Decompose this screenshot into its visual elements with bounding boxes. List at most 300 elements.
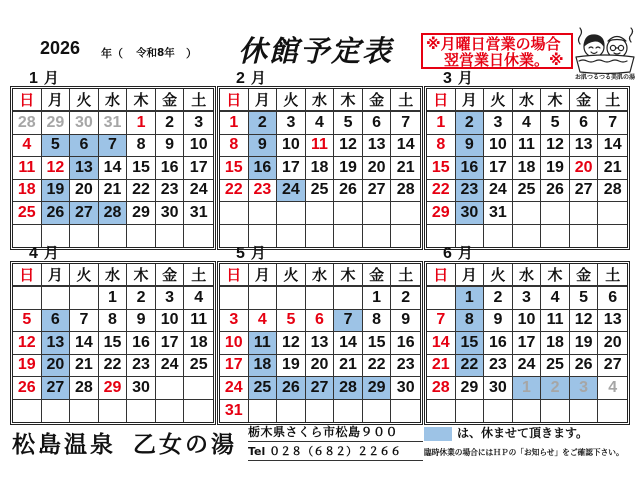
day-cell: 20 [598, 332, 627, 355]
weekday-header: 月 [42, 264, 71, 287]
empty-day-cell [570, 225, 599, 248]
closed-day-cell: 7 [99, 135, 128, 158]
closed-day-cell: 3 [570, 377, 599, 400]
day-cell: 31 [220, 400, 249, 423]
empty-day-cell [334, 202, 363, 225]
weekday-header: 金 [363, 89, 392, 112]
weekday-header: 木 [334, 264, 363, 287]
closed-day-cell: 16 [249, 157, 278, 180]
closed-day-cell: 2 [456, 112, 485, 135]
day-cell: 22 [363, 355, 392, 378]
empty-day-cell [391, 202, 420, 225]
weekday-header: 金 [156, 89, 185, 112]
weekday-header: 日 [13, 264, 42, 287]
day-cell: 13 [363, 135, 392, 158]
weekday-header: 水 [99, 264, 128, 287]
day-cell: 9 [484, 310, 513, 333]
day-cell: 20 [570, 157, 599, 180]
empty-day-cell [306, 202, 335, 225]
day-cell: 22 [99, 355, 128, 378]
day-cell: 23 [127, 355, 156, 378]
day-cell: 5 [570, 287, 599, 310]
day-cell: 24 [484, 180, 513, 203]
weekday-header: 木 [127, 264, 156, 287]
month-unit: 月 [457, 69, 473, 87]
empty-day-cell [156, 400, 185, 423]
day-cell: 3 [184, 112, 213, 135]
day-cell: 14 [334, 332, 363, 355]
day-cell: 20 [70, 180, 99, 203]
closed-day-cell: 26 [42, 202, 71, 225]
day-cell: 30 [156, 202, 185, 225]
empty-day-cell [306, 225, 335, 248]
closed-day-cell: 22 [456, 355, 485, 378]
day-cell: 24 [220, 377, 249, 400]
day-cell: 15 [363, 332, 392, 355]
empty-day-cell [127, 225, 156, 248]
day-cell: 12 [570, 310, 599, 333]
facility-address: 栃木県さくら市松島９００ [248, 425, 423, 442]
closed-day-cell: 11 [249, 332, 278, 355]
day-cell: 10 [484, 135, 513, 158]
empty-day-cell [99, 225, 128, 248]
weekday-header: 火 [70, 264, 99, 287]
day-cell: 4 [249, 310, 278, 333]
weekday-header: 土 [598, 89, 627, 112]
month-calendar-june [424, 244, 630, 425]
day-cell: 28 [13, 112, 42, 135]
day-cell: 4 [306, 112, 335, 135]
month-calendar-february [217, 69, 423, 250]
day-cell: 28 [427, 377, 456, 400]
empty-day-cell [363, 225, 392, 248]
day-cell: 5 [541, 112, 570, 135]
empty-day-cell [570, 400, 599, 423]
closed-day-cell: 16 [456, 157, 485, 180]
facility-phone: Tel ０２８（６８２）２２６６ [248, 444, 423, 461]
closed-day-cell: 9 [456, 135, 485, 158]
closed-day-cell: 25 [249, 377, 278, 400]
closed-day-cell: 30 [456, 202, 485, 225]
empty-day-cell [277, 400, 306, 423]
empty-day-cell [391, 225, 420, 248]
day-cell: 4 [598, 377, 627, 400]
day-cell: 12 [541, 135, 570, 158]
month-calendar-may [217, 244, 423, 425]
closed-day-cell: 19 [42, 180, 71, 203]
weekday-header: 金 [363, 264, 392, 287]
weekday-header: 火 [277, 264, 306, 287]
day-cell: 5 [13, 310, 42, 333]
temporary-closure-note: 臨時休業の場合にはＨＰの「お知らせ」をご確認下さい。 [424, 448, 624, 457]
day-cell: 7 [598, 112, 627, 135]
day-cell: 18 [513, 157, 542, 180]
weekday-header: 月 [456, 89, 485, 112]
day-cell: 26 [541, 180, 570, 203]
day-cell: 17 [484, 157, 513, 180]
closed-day-cell: 28 [334, 377, 363, 400]
closed-day-cell: 13 [42, 332, 71, 355]
day-cell: 29 [99, 377, 128, 400]
weekday-header: 月 [249, 89, 278, 112]
empty-day-cell [277, 202, 306, 225]
weekday-header: 水 [99, 89, 128, 112]
day-cell: 2 [391, 287, 420, 310]
closed-day-cell: 15 [456, 332, 485, 355]
day-cell: 1 [363, 287, 392, 310]
closed-day-cell: 8 [456, 310, 485, 333]
day-cell: 25 [541, 355, 570, 378]
month-grid [427, 264, 627, 422]
day-cell: 23 [391, 355, 420, 378]
day-cell: 19 [570, 332, 599, 355]
closed-day-cell: 27 [70, 202, 99, 225]
closed-day-cell: 24 [277, 180, 306, 203]
day-cell: 20 [363, 157, 392, 180]
day-cell: 6 [570, 112, 599, 135]
day-cell: 15 [427, 157, 456, 180]
month-unit: 月 [43, 69, 59, 87]
day-cell: 22 [220, 180, 249, 203]
day-cell: 1 [220, 112, 249, 135]
empty-day-cell [306, 287, 335, 310]
bath-mascot-illustration [574, 24, 636, 74]
empty-day-cell [99, 400, 128, 423]
empty-day-cell [249, 202, 278, 225]
month-number: 1 [29, 70, 38, 87]
day-cell: 18 [541, 332, 570, 355]
empty-day-cell [13, 287, 42, 310]
year-suffix: 年（ [101, 47, 123, 60]
day-cell: 16 [391, 332, 420, 355]
day-cell: 18 [13, 180, 42, 203]
closed-day-cell: 28 [99, 202, 128, 225]
day-cell: 18 [306, 157, 335, 180]
day-cell: 11 [306, 135, 335, 158]
empty-day-cell [391, 400, 420, 423]
day-cell: 25 [13, 202, 42, 225]
month-grid [427, 89, 627, 247]
day-cell: 16 [127, 332, 156, 355]
empty-day-cell [334, 287, 363, 310]
month-number: 6 [443, 245, 452, 262]
empty-day-cell [70, 400, 99, 423]
day-cell: 30 [484, 377, 513, 400]
day-cell: 1 [99, 287, 128, 310]
empty-day-cell [541, 202, 570, 225]
day-cell: 10 [184, 135, 213, 158]
month-unit: 月 [250, 244, 266, 262]
closed-day-cell: 26 [277, 377, 306, 400]
day-cell: 10 [156, 310, 185, 333]
day-cell: 24 [513, 355, 542, 378]
empty-day-cell [334, 400, 363, 423]
closed-day-cell: 27 [42, 377, 71, 400]
day-cell: 25 [306, 180, 335, 203]
day-cell: 16 [156, 157, 185, 180]
day-cell: 30 [391, 377, 420, 400]
empty-day-cell [513, 225, 542, 248]
day-cell: 21 [391, 157, 420, 180]
day-cell: 11 [184, 310, 213, 333]
day-cell: 21 [99, 180, 128, 203]
weekday-header: 木 [541, 89, 570, 112]
day-cell: 10 [220, 332, 249, 355]
day-cell: 12 [13, 332, 42, 355]
weekday-header: 日 [427, 89, 456, 112]
day-cell: 4 [513, 112, 542, 135]
day-cell: 31 [184, 202, 213, 225]
month-grid [220, 89, 420, 247]
day-cell: 13 [598, 310, 627, 333]
empty-day-cell [363, 202, 392, 225]
closed-day-cell: 13 [70, 157, 99, 180]
day-cell: 3 [277, 112, 306, 135]
day-cell: 27 [598, 355, 627, 378]
day-cell: 8 [220, 135, 249, 158]
empty-day-cell [277, 287, 306, 310]
day-cell: 3 [513, 287, 542, 310]
day-cell: 22 [427, 180, 456, 203]
empty-day-cell [306, 400, 335, 423]
weekday-header: 土 [391, 89, 420, 112]
weekday-header: 水 [513, 89, 542, 112]
month-label [236, 67, 266, 88]
empty-day-cell [427, 400, 456, 423]
weekday-header: 水 [513, 264, 542, 287]
year-number: 2026 [40, 38, 81, 58]
empty-day-cell [184, 377, 213, 400]
month-unit: 月 [457, 244, 473, 262]
weekday-header: 水 [306, 264, 335, 287]
day-cell: 24 [156, 355, 185, 378]
empty-day-cell [598, 202, 627, 225]
day-cell: 29 [427, 202, 456, 225]
day-cell: 3 [220, 310, 249, 333]
closed-day-cell: 1 [456, 287, 485, 310]
page-title: 休館予定表 [238, 34, 394, 68]
day-cell: 7 [427, 310, 456, 333]
month-unit: 月 [43, 244, 59, 262]
closed-day-cell: 18 [249, 355, 278, 378]
empty-day-cell [541, 225, 570, 248]
day-cell: 1 [427, 112, 456, 135]
mascot-caption: お肌つるつる美肌の湯 [575, 74, 635, 81]
weekday-header: 水 [306, 89, 335, 112]
month-label [443, 67, 473, 88]
day-cell: 26 [334, 180, 363, 203]
day-cell: 2 [484, 287, 513, 310]
day-cell: 21 [598, 157, 627, 180]
day-cell: 18 [184, 332, 213, 355]
empty-day-cell [220, 287, 249, 310]
empty-day-cell [42, 400, 71, 423]
day-cell: 8 [363, 310, 392, 333]
day-cell: 16 [484, 332, 513, 355]
day-cell: 17 [184, 157, 213, 180]
month-label [29, 242, 59, 263]
closed-day-cell: 7 [334, 310, 363, 333]
empty-day-cell [13, 400, 42, 423]
day-cell: 17 [277, 157, 306, 180]
day-cell: 15 [127, 157, 156, 180]
month-number: 2 [236, 70, 245, 87]
day-cell: 14 [99, 157, 128, 180]
day-cell: 26 [570, 355, 599, 378]
day-cell: 23 [249, 180, 278, 203]
month-unit: 月 [250, 69, 266, 87]
day-cell: 30 [70, 112, 99, 135]
day-cell: 10 [277, 135, 306, 158]
weekday-header: 金 [570, 89, 599, 112]
empty-day-cell [484, 225, 513, 248]
day-cell: 11 [541, 310, 570, 333]
closed-day-legend-swatch [424, 427, 452, 441]
closed-day-cell: 20 [42, 355, 71, 378]
day-cell: 28 [598, 180, 627, 203]
era-close-paren: ） [186, 47, 197, 60]
empty-day-cell [598, 400, 627, 423]
day-cell: 6 [598, 287, 627, 310]
day-cell: 20 [306, 355, 335, 378]
day-cell: 5 [334, 112, 363, 135]
weekday-header: 月 [42, 89, 71, 112]
day-cell: 15 [220, 157, 249, 180]
empty-day-cell [70, 225, 99, 248]
day-cell: 4 [541, 287, 570, 310]
day-cell: 7 [70, 310, 99, 333]
era-year: 令和8年 [136, 47, 175, 59]
day-cell: 14 [391, 135, 420, 158]
weekday-header: 火 [484, 89, 513, 112]
closed-day-cell: 6 [42, 310, 71, 333]
weekday-header: 土 [391, 264, 420, 287]
empty-day-cell [513, 202, 542, 225]
day-cell: 27 [570, 180, 599, 203]
closed-day-cell: 6 [70, 135, 99, 158]
month-calendar-april [10, 244, 216, 425]
day-cell: 23 [484, 355, 513, 378]
empty-day-cell [427, 287, 456, 310]
day-cell: 17 [156, 332, 185, 355]
month-label [236, 242, 266, 263]
weekday-header: 土 [598, 264, 627, 287]
day-cell: 11 [13, 157, 42, 180]
closed-day-cell: 9 [249, 135, 278, 158]
day-cell: 28 [70, 377, 99, 400]
facility-name: 松島温泉 乙女の湯 [12, 432, 238, 458]
month-grid [13, 89, 213, 247]
day-cell: 21 [70, 355, 99, 378]
day-cell: 6 [306, 310, 335, 333]
month-label [443, 242, 473, 263]
day-cell: 17 [513, 332, 542, 355]
closed-day-cell: 2 [249, 112, 278, 135]
closed-day-cell: 1 [513, 377, 542, 400]
day-cell: 26 [13, 377, 42, 400]
weekday-header: 木 [127, 89, 156, 112]
empty-day-cell [42, 287, 71, 310]
month-number: 4 [29, 245, 38, 262]
day-cell: 11 [513, 135, 542, 158]
day-cell: 19 [277, 355, 306, 378]
weekday-header: 日 [427, 264, 456, 287]
empty-day-cell [184, 400, 213, 423]
weekday-header: 木 [334, 89, 363, 112]
day-cell: 5 [277, 310, 306, 333]
day-cell: 25 [513, 180, 542, 203]
day-cell: 21 [334, 355, 363, 378]
day-cell: 12 [334, 135, 363, 158]
empty-day-cell [570, 202, 599, 225]
notice-line-2: 翌営業日休業。※ [444, 51, 564, 69]
day-cell: 19 [13, 355, 42, 378]
day-cell: 24 [184, 180, 213, 203]
day-cell: 2 [127, 287, 156, 310]
day-cell: 4 [184, 287, 213, 310]
empty-day-cell [249, 400, 278, 423]
month-number: 3 [443, 70, 452, 87]
month-grid [13, 264, 213, 422]
empty-day-cell [156, 225, 185, 248]
day-cell: 27 [363, 180, 392, 203]
empty-day-cell [598, 225, 627, 248]
weekday-header: 日 [13, 89, 42, 112]
month-grid [220, 264, 420, 422]
day-cell: 8 [127, 135, 156, 158]
monday-notice-box [421, 33, 573, 69]
closed-day-cell: 27 [306, 377, 335, 400]
empty-day-cell [220, 202, 249, 225]
day-cell: 7 [391, 112, 420, 135]
day-cell: 14 [598, 135, 627, 158]
day-cell: 29 [456, 377, 485, 400]
day-cell: 30 [127, 377, 156, 400]
weekday-header: 月 [249, 264, 278, 287]
empty-day-cell [334, 225, 363, 248]
day-cell: 22 [127, 180, 156, 203]
day-cell: 8 [99, 310, 128, 333]
closed-day-cell: 5 [42, 135, 71, 158]
weekday-header: 金 [570, 264, 599, 287]
day-cell: 13 [306, 332, 335, 355]
day-cell: 19 [334, 157, 363, 180]
day-cell: 10 [513, 310, 542, 333]
day-cell: 1 [127, 112, 156, 135]
day-cell: 31 [99, 112, 128, 135]
day-cell: 3 [484, 112, 513, 135]
day-cell: 14 [70, 332, 99, 355]
empty-day-cell [363, 400, 392, 423]
day-cell: 23 [156, 180, 185, 203]
weekday-header: 火 [70, 89, 99, 112]
day-cell: 3 [156, 287, 185, 310]
month-number: 5 [236, 245, 245, 262]
month-label [29, 67, 59, 88]
day-cell: 21 [427, 355, 456, 378]
day-cell: 13 [570, 135, 599, 158]
closed-day-cell: 29 [363, 377, 392, 400]
day-cell: 29 [42, 112, 71, 135]
empty-day-cell [513, 400, 542, 423]
day-cell: 2 [156, 112, 185, 135]
closed-day-legend-text: は、休ませて頂きます。 [457, 426, 589, 440]
closed-day-cell: 2 [541, 377, 570, 400]
day-cell: 15 [99, 332, 128, 355]
weekday-header: 日 [220, 264, 249, 287]
day-cell: 14 [427, 332, 456, 355]
day-cell: 17 [220, 355, 249, 378]
